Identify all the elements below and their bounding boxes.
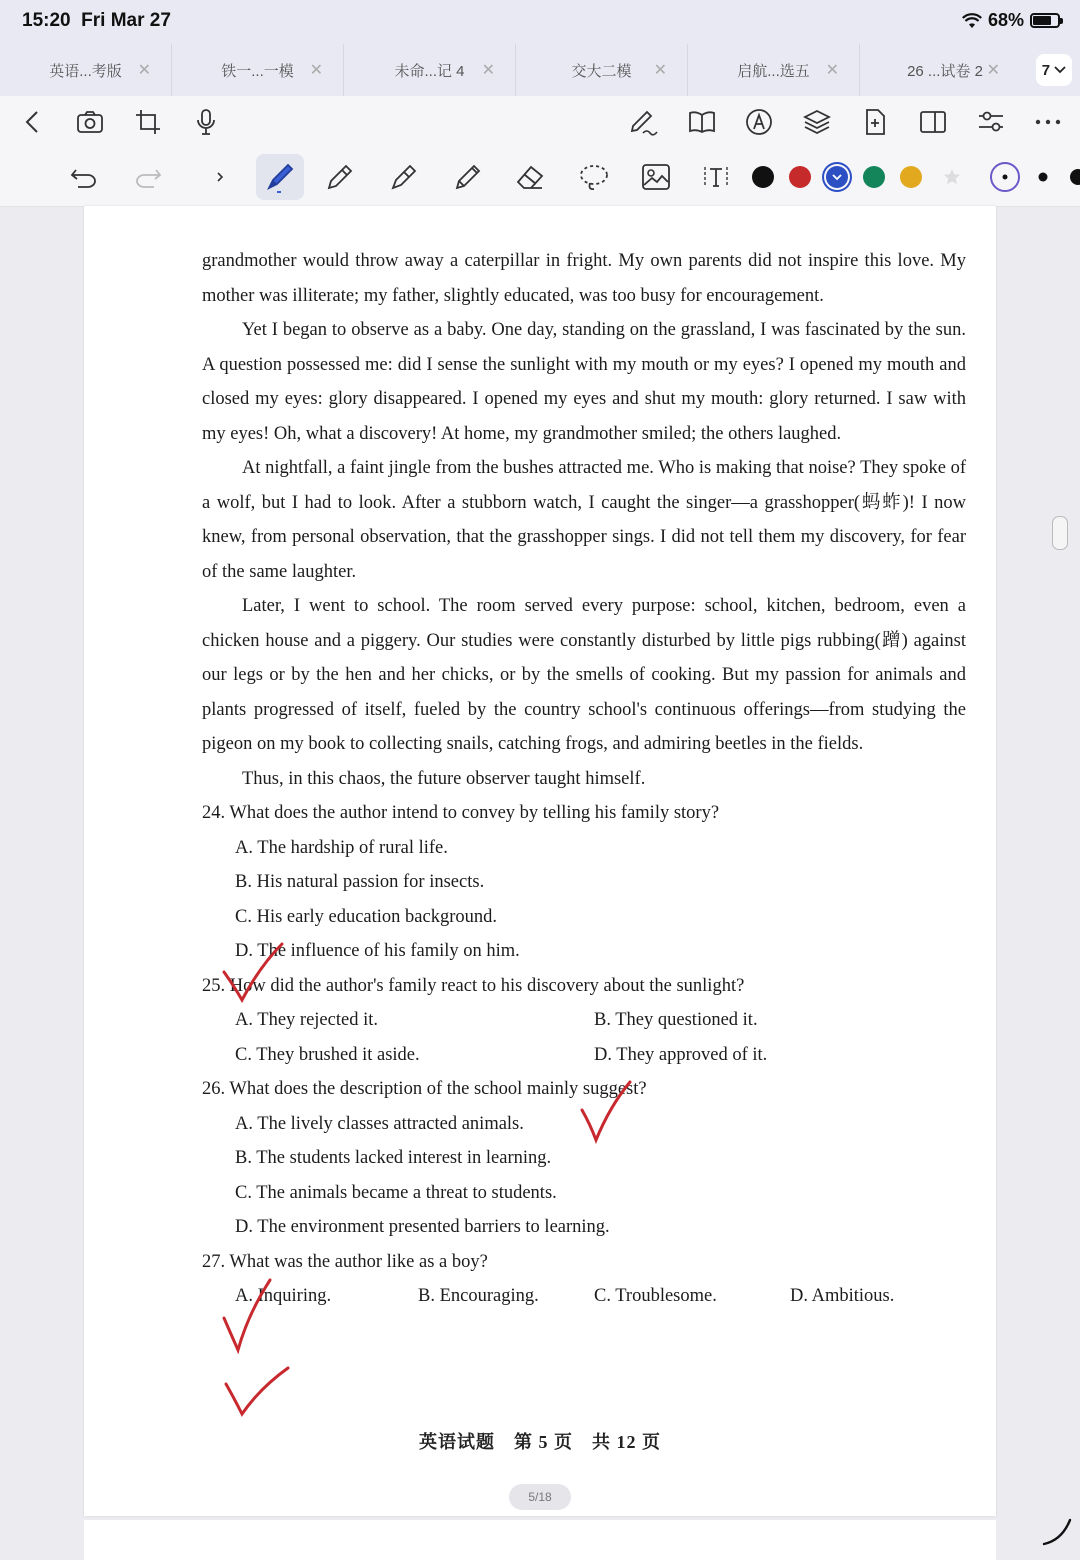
favorite-color-button[interactable]: [932, 158, 972, 196]
book-open-icon: [688, 110, 716, 134]
color-swatch-red[interactable]: [789, 166, 811, 188]
question-25-option-a: A. They rejected it.: [235, 1010, 378, 1030]
tab-6[interactable]: 26 ...试卷 2 ✕: [907, 62, 1000, 80]
close-icon[interactable]: ✕: [653, 62, 667, 79]
eraser-icon: [514, 162, 546, 192]
close-icon[interactable]: ✕: [825, 62, 839, 79]
tab-3[interactable]: 未命...记 4 ✕: [344, 44, 516, 96]
brush-pen-tool[interactable]: [384, 158, 424, 196]
status-bar: [0, 0, 1080, 44]
chevron-right-icon: [216, 171, 224, 183]
lasso-icon: [578, 162, 610, 192]
tab-2[interactable]: 铁一...一模 ✕: [172, 44, 344, 96]
document-tabs: [0, 44, 1080, 96]
settings-button[interactable]: [973, 104, 1009, 140]
more-button[interactable]: [1030, 104, 1066, 140]
eraser-tool[interactable]: [510, 158, 550, 196]
fountain-pen-tool[interactable]: [256, 154, 304, 200]
split-view-button[interactable]: [915, 104, 951, 140]
check-mark-annotation: [220, 940, 300, 1004]
pen-scribble-icon: [629, 108, 659, 136]
toolbar-collapse-button[interactable]: [208, 158, 232, 196]
dot-medium-icon: [1037, 171, 1049, 183]
question-27-option-c: C. Troublesome.: [594, 1286, 717, 1306]
tab-5[interactable]: 启航...选五 ✕: [688, 44, 860, 96]
question-25-stem: 25. How did the author's family react to his discovery about the sunlight?: [202, 975, 745, 996]
paragraph: Thus, in this chaos, the future observer taught himself.: [242, 768, 646, 789]
undo-icon: [70, 166, 98, 188]
layers-button[interactable]: [799, 104, 835, 140]
question-24-stem: 24. What does the author intend to convey by telling his family story?: [202, 803, 720, 823]
document-page[interactable]: [84, 206, 996, 1516]
question-27-option-d: D. Ambitious.: [790, 1286, 895, 1306]
close-icon[interactable]: ✕: [309, 62, 323, 79]
text-box-icon: [702, 163, 730, 191]
question-26-stem: 26. What does the description of the school mainly suggest?: [202, 1079, 647, 1099]
battery-percent: 68%: [987, 10, 1024, 30]
add-page-icon: [863, 108, 887, 136]
brush-pen-icon: [388, 161, 420, 193]
star-icon: [942, 167, 962, 187]
question-25-option-b: B. They questioned it.: [594, 1010, 758, 1030]
check-mark-annotation: [220, 1278, 280, 1354]
text-tool[interactable]: [696, 158, 736, 196]
dot-large-icon: [1064, 168, 1080, 186]
microphone-button[interactable]: [188, 104, 224, 140]
paragraph: grandmother would throw away a caterpillar in fright. My own parents did not inspire this love. My mother was illiterate; my father, slightly educated, was too busy for encouragement.: [202, 251, 966, 306]
stroke-size-medium[interactable]: [1026, 158, 1060, 196]
redo-icon: [134, 166, 162, 188]
back-button[interactable]: [14, 104, 50, 140]
question-26-option-b: B. The students lacked interest in learning.: [235, 1148, 552, 1168]
next-page[interactable]: [84, 1520, 996, 1560]
image-tool[interactable]: [636, 158, 676, 196]
pencil-hover-icon: [1040, 1514, 1074, 1548]
question-26-option-c: C. The animals became a threat to students.: [235, 1182, 557, 1203]
crop-button[interactable]: [130, 104, 166, 140]
ballpoint-pen-tool[interactable]: [320, 158, 360, 196]
scroll-handle[interactable]: [1052, 516, 1068, 550]
question-24-option-b: B. His natural passion for insects.: [235, 872, 485, 892]
chevron-down-icon: [1054, 66, 1066, 74]
question-25-options-row2: [202, 1038, 966, 1073]
layers-icon: [803, 109, 831, 135]
question-26-option-d: D. The environment presented barriers to learning.: [235, 1217, 610, 1237]
sliders-icon: [977, 110, 1005, 134]
reading-mode-button[interactable]: [684, 104, 720, 140]
color-swatch-yellow[interactable]: [900, 166, 922, 188]
text-recognition-button[interactable]: [741, 104, 777, 140]
tab-1[interactable]: 英语...考版 ✕: [0, 44, 172, 96]
page-footer: 英语试题 第 5 页 共 12 页: [419, 1432, 661, 1452]
close-icon[interactable]: ✕: [137, 62, 151, 79]
wifi-icon: [962, 13, 982, 29]
tab-count-button[interactable]: 7: [1036, 54, 1072, 86]
pen-toolbar: [0, 148, 1080, 207]
close-icon[interactable]: ✕: [986, 62, 1000, 79]
paragraph: At nightfall, a faint jingle from the bushes attracted me. Who is making that noise? They spoke of a wolf, but I had to look. After a stubborn watch, I caught the singer—a grasshopper(蚂蚱)! I now knew, from personal observation, that the grasshopper sings. I did not tell them my discovery, for fear of the same laughter.: [202, 458, 966, 582]
undo-button[interactable]: [64, 158, 104, 196]
pen-icon: [324, 161, 356, 193]
page-indicator[interactable]: 5/18: [509, 1484, 571, 1510]
passage-body: [202, 244, 966, 1314]
fountain-pen-icon: [263, 160, 297, 194]
color-swatch-black[interactable]: [752, 166, 774, 188]
question-25-options-row1: [202, 1003, 966, 1038]
question-24-option-c: C. His early education background.: [235, 906, 498, 927]
battery-icon: [1030, 13, 1060, 28]
lasso-tool[interactable]: [574, 158, 614, 196]
dot-small-icon: [989, 161, 1021, 193]
paragraph: Yet I began to observe as a baby. One day, standing on the grassland, I was fascinated by the sun. A question possessed me: did I sense the sunlight with my mouth or my eyes? I opened my mouth and closed my eyes: glory disappeared. I opened my eyes and shut my mouth: glory returned. I saw with my eyes! Oh, what a discovery! At home, my grandmother smiled; the others laughed.: [202, 320, 966, 444]
question-26-option-a: A. The lively classes attracted animals.: [235, 1113, 524, 1134]
handwriting-button[interactable]: [626, 104, 662, 140]
image-icon: [641, 163, 671, 191]
top-toolbar: [0, 96, 1080, 148]
question-27-stem: 27. What was the author like as a boy?: [202, 1251, 488, 1272]
chevron-left-icon: [25, 110, 39, 134]
check-mark-annotation: [578, 1078, 638, 1144]
add-page-button[interactable]: [857, 104, 893, 140]
tab-4[interactable]: 交大二模 ✕: [516, 44, 688, 96]
more-icon: [1035, 119, 1061, 125]
question-27-options: [202, 1279, 966, 1314]
status-right: [962, 10, 1060, 31]
redo-button[interactable]: [128, 158, 168, 196]
microphone-icon: [195, 108, 217, 136]
question-25-option-d: D. They approved of it.: [594, 1044, 768, 1065]
sidebar-icon: [919, 110, 947, 134]
paragraph: Later, I went to school. The room served every purpose: school, kitchen, bedroom, even a chicken house and a piggery. Our studies were constantly disturbed by little pigs rubbing(蹭) against our legs or by the hen and her chicks, or by the smells of cooking. But my passion for animals and plants progressed of itself, fueled by the country school's continuous offerings—from studying the pigeon on my book to collecting snails, catching frogs, and admiring beetles in the fields.: [202, 596, 966, 754]
color-swatch-blue-selected[interactable]: [826, 166, 848, 188]
question-24-option-d: D. The influence of his family on him.: [235, 941, 520, 961]
question-25-option-c: C. They brushed it aside.: [235, 1044, 420, 1065]
stroke-size-small[interactable]: [986, 158, 1024, 196]
crop-icon: [135, 109, 161, 135]
question-27-option-b: B. Encouraging.: [418, 1286, 539, 1306]
pencil-tool[interactable]: [448, 158, 488, 196]
status-time: 15:20 Fri Mar 27: [22, 10, 171, 31]
chevron-down-icon: [826, 166, 848, 188]
camera-icon: [76, 110, 104, 134]
circle-a-icon: [745, 108, 773, 136]
stroke-size-large[interactable]: [1064, 158, 1080, 196]
question-27-option-a: A. Inquiring.: [235, 1286, 332, 1306]
question-24-option-a: A. The hardship of rural life.: [235, 837, 448, 858]
check-mark-annotation: [222, 1366, 302, 1418]
camera-button[interactable]: [72, 104, 108, 140]
color-swatch-green[interactable]: [863, 166, 885, 188]
close-icon[interactable]: ✕: [481, 62, 495, 79]
pencil-icon: [452, 161, 484, 193]
